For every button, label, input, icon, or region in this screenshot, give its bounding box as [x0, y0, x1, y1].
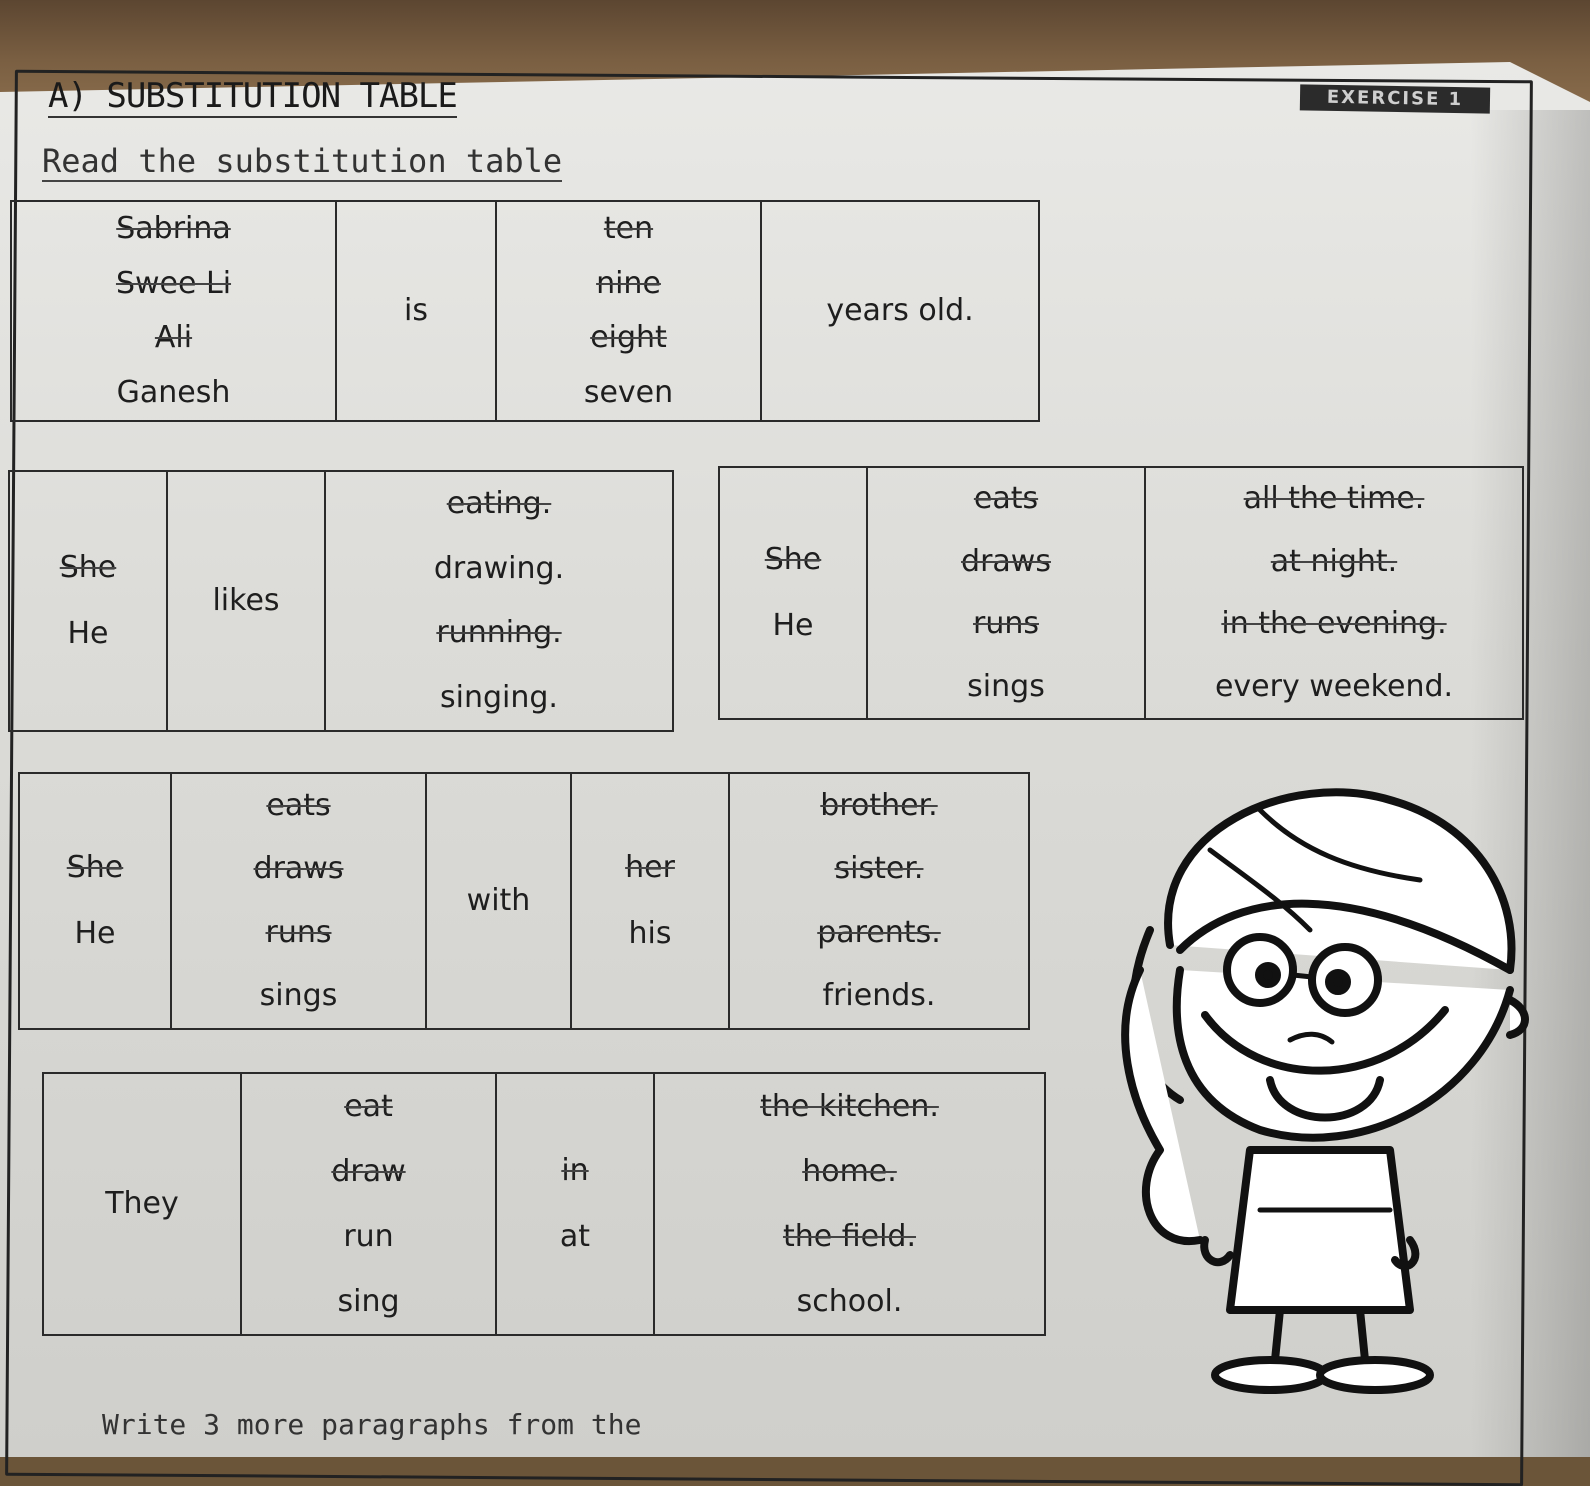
t5-preposition-2: at — [559, 1219, 591, 1254]
t2-activity-3: running. — [436, 615, 562, 651]
t1-subject-1: Sabrina — [116, 211, 231, 247]
t2-subject-1: She — [59, 550, 117, 585]
t5-place-1: the kitchen. — [760, 1088, 939, 1124]
t2-activity-4: singing. — [440, 679, 558, 715]
t3-verb-3: runs — [973, 606, 1039, 642]
footer-instruction: Write 3 more paragraphs from the — [102, 1408, 642, 1441]
t3-subject-1: She — [764, 542, 822, 577]
t4-verb-3: runs — [265, 914, 332, 950]
t3-verb-2: draws — [961, 543, 1051, 579]
t1-subject-column — [11, 201, 336, 421]
t5-preposition-1: in — [561, 1153, 589, 1188]
t5-verb-1: eat — [344, 1088, 393, 1124]
substitution-table-3 — [718, 466, 1524, 720]
t2-verb: likes — [212, 583, 280, 618]
t4-preposition: with — [466, 883, 531, 918]
girl-illustration — [1110, 770, 1530, 1400]
t4-family-3: parents. — [817, 914, 941, 950]
t1-number-4: seven — [583, 374, 674, 410]
t5-place-3: the field. — [782, 1218, 917, 1254]
t2-subject-2: He — [67, 616, 109, 651]
t5-subject: They — [105, 1186, 179, 1221]
t4-subject-1: She — [66, 850, 124, 885]
t1-subject-3: Ali — [154, 320, 193, 356]
t2-activity-1: eating. — [446, 486, 552, 522]
t1-verb-column — [336, 201, 496, 421]
t4-family-4: friends. — [822, 978, 936, 1014]
t4-verb-1: eats — [266, 787, 331, 823]
t5-preposition-column — [496, 1073, 654, 1335]
t2-activity-2: drawing. — [433, 550, 565, 586]
substitution-table-1 — [10, 200, 1040, 422]
t4-verb-column — [171, 773, 426, 1029]
t5-verb-2: draw — [331, 1153, 406, 1189]
t1-ending-column — [761, 201, 1039, 421]
t3-time-2: at night. — [1270, 543, 1398, 579]
t4-pronoun-column — [571, 773, 729, 1029]
t5-verb-4: sing — [337, 1283, 400, 1319]
t5-verb-column — [241, 1073, 496, 1335]
substitution-table-4 — [18, 772, 1030, 1030]
exercise-badge: EXERCISE 1 — [1300, 84, 1490, 113]
t5-place-2: home. — [802, 1153, 897, 1189]
t1-number-column — [496, 201, 761, 421]
t3-verb-column — [867, 467, 1145, 719]
t3-time-1: all the time. — [1243, 481, 1425, 517]
t2-subject-column — [9, 471, 167, 731]
t1-number-1: ten — [603, 211, 654, 247]
t2-activity-column — [325, 471, 673, 731]
t5-verb-3: run — [343, 1218, 394, 1254]
t1-ending: years old. — [826, 293, 974, 328]
t3-subject-column — [719, 467, 867, 719]
t3-verb-4: sings — [967, 668, 1045, 704]
t4-family-2: sister. — [834, 851, 924, 887]
t1-number-3: eight — [590, 320, 667, 356]
t3-verb-1: eats — [973, 481, 1039, 517]
t4-family-column — [729, 773, 1029, 1029]
t4-preposition-column — [426, 773, 571, 1029]
t4-subject-column — [19, 773, 171, 1029]
t2-verb-column — [167, 471, 325, 731]
worksheet-heading: A) SUBSTITUTION TABLE — [48, 76, 457, 116]
t5-place-4: school. — [796, 1283, 903, 1319]
t5-place-column — [654, 1073, 1045, 1335]
t4-pronoun-1: her — [625, 850, 675, 885]
t1-subject-4: Ganesh — [116, 374, 231, 410]
t4-verb-4: sings — [259, 978, 338, 1014]
t1-verb: is — [404, 293, 428, 328]
t3-subject-2: He — [772, 608, 814, 643]
t3-time-4: every weekend. — [1214, 668, 1454, 704]
t3-time-3: in the evening. — [1221, 606, 1447, 642]
t3-time-column — [1145, 467, 1523, 719]
t1-subject-2: Swee Li — [115, 265, 232, 301]
substitution-table-5 — [42, 1072, 1046, 1336]
instruction-text: Read the substitution table — [42, 142, 563, 180]
t4-verb-2: draws — [253, 851, 344, 887]
substitution-table-2 — [8, 470, 674, 732]
t4-subject-2: He — [74, 916, 116, 951]
t4-pronoun-2: his — [628, 916, 672, 951]
t4-family-1: brother. — [820, 787, 938, 823]
t1-number-2: nine — [596, 265, 661, 301]
t5-subject-column — [43, 1073, 241, 1335]
